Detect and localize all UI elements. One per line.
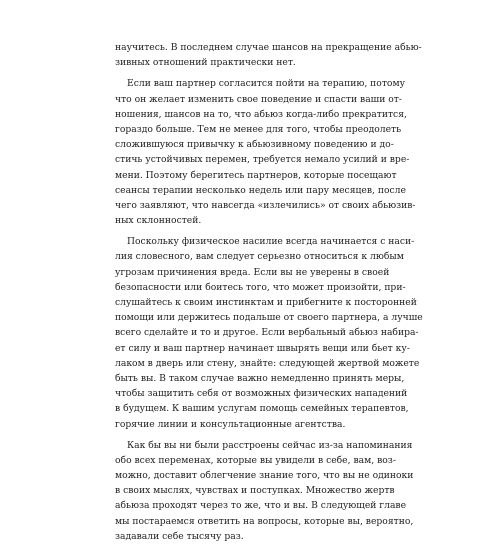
text-line: горячие линии и консультационные агентства.: [115, 418, 346, 430]
text-line: абьюза проходят через то же, что и вы. В следующей главе: [115, 500, 407, 512]
text-line: научитесь. В последнем случае шансов на прекращение абью-: [115, 42, 422, 53]
text-line: чего заявляют, что навсегда «излечились» от своих абьюзив-: [115, 199, 416, 211]
text-line: ных склонностей.: [115, 215, 202, 227]
text-line: лаком в дверь или стену, знайте: следующей жертвой можете: [115, 357, 420, 369]
text-line: ет силу и ваш партнер начинает швырять вещи или бьет ку-: [115, 342, 410, 354]
text-line: можно, доставит облегчение знание того, что вы не одиноки: [115, 470, 414, 482]
paragraph-1: [115, 40, 422, 70]
text-line: зивных отношений практически нет.: [115, 57, 296, 69]
text-line: мени. Поэтому берегитесь партнеров, которые посещают: [115, 169, 397, 181]
text-line: в своих мыслях, чувствах и поступках. Множество жертв: [115, 485, 395, 497]
text-line: что он желает изменить свое поведение и спасти ваши от-: [115, 93, 402, 105]
text-line: Если ваш партнер согласится пойти на терапию, потому: [127, 78, 406, 90]
text-line: гораздо больше. Тем не менее для того, чтобы преодолеть: [115, 123, 402, 135]
text-line: стичь устойчивых перемен, требуется немало усилий и вре-: [115, 154, 410, 166]
text-line: Как бы вы ни были расстроены сейчас из-за напоминания: [127, 439, 413, 451]
text-line: лия словесного, вам следует серьезно относиться к любым: [115, 251, 404, 263]
text-line: чтобы защитить себя от возможных физических нападений: [115, 388, 408, 400]
text-line: обо всех переменах, которые вы увидели в себе, вам, воз-: [115, 454, 396, 466]
text-line: в будущем. К вашим услугам помощь семейных терапевтов,: [115, 403, 409, 415]
text-line: Поскольку физическое насилие всегда начинается с наси-: [127, 236, 415, 248]
text-line: сложившуюся привычку к абьюзивному поведению и до-: [115, 139, 394, 151]
paragraph-2: [115, 76, 416, 228]
page-body-text: [115, 40, 423, 544]
text-line: сеансы терапии несколько недель или пару месяцев, после: [115, 184, 406, 196]
text-line: ношения, шансов на то, что абьюз когда-либо прекратится,: [115, 108, 407, 120]
text-line: задавали себе тысячу раз.: [115, 530, 244, 542]
paragraph-3: [115, 234, 423, 431]
text-line: всего сделайте и то и другое. Если вербальный абьюз набира-: [115, 327, 419, 339]
text-line: угрозам причинения вреда. Если вы не уверены в своей: [115, 266, 390, 278]
paragraph-4: [115, 438, 414, 544]
text-line: быть вы. В таком случае важно немедленно принять меры,: [115, 372, 405, 384]
text-line: мы постараемся ответить на вопросы, которые вы, вероятно,: [115, 515, 414, 527]
text-line: помощи или держитесь подальше от своего партнера, а лучше: [115, 312, 423, 324]
text-line: слушайтесь к своим инстинктам и прибегните к посторонней: [115, 297, 417, 308]
text-line: безопасности или боитесь того, что может произойти, при-: [115, 281, 406, 293]
